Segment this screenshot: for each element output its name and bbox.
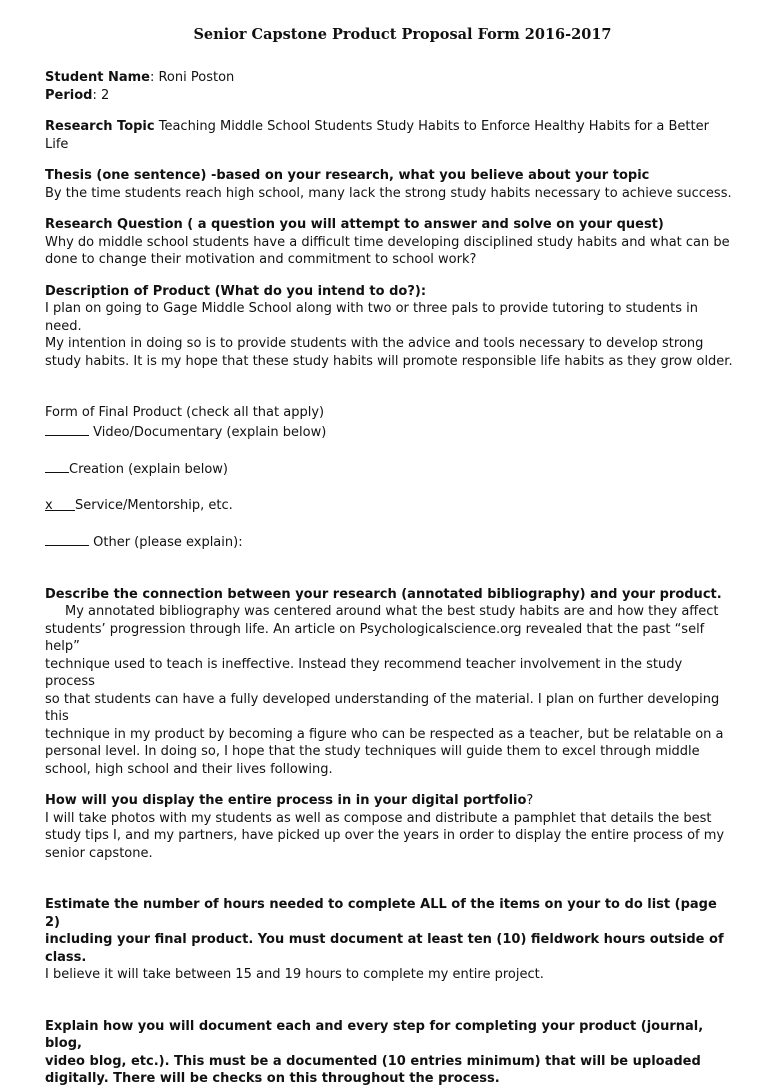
option-service — [45, 497, 735, 515]
connection-label: Describe the connection between your research (annotated bibliography) and your product. — [45, 586, 722, 602]
form-title: Senior Capstone Product Proposal Form 2016-2017 — [193, 26, 612, 43]
research-question-answer-line: done to change their motivation and commitment to school work? — [45, 252, 477, 267]
student-name-label: Student Name — [45, 70, 150, 85]
option-video — [45, 422, 735, 442]
thesis-answer: By the time students reach high school, many lack the strong study habits necessary to achieve success. — [45, 185, 732, 201]
thesis-label: Thesis (one sentence) -based on your research, what you believe about your topic — [45, 168, 650, 183]
option-other — [45, 532, 735, 552]
checkbox-blank-creation[interactable] — [45, 459, 69, 473]
portfolio-label: How will you display the entire process in in your digital portfolio — [45, 793, 527, 808]
portfolio-answer-line: senior capstone. — [45, 845, 153, 861]
hours-label-line: Estimate the number of hours needed to complete ALL of the items on your to do list (page 2) — [45, 897, 717, 930]
description-answer-line: My intention in doing so is to provide students with the advice and tools necessary to develop strong — [45, 336, 704, 351]
hours-label-line: including your final product. You must document at least ten (10) fieldwork hours outside of — [45, 932, 724, 947]
portfolio-answer-line: study tips I, and my partners, have picked up over the years in order to display the entire process of my — [45, 828, 725, 843]
connection-answer-line: My annotated bibliography was centered around what the best study habits are and how they affect — [65, 604, 719, 619]
option-video-label: Video/Documentary (explain below) — [89, 424, 327, 440]
checkbox-blank-video[interactable] — [45, 422, 89, 436]
research-question-answer-line: Why do middle school students have a difficult time developing disciplined study habits and what can be — [45, 234, 730, 250]
checkbox-service-mark: x — [45, 497, 53, 513]
hours-answer: I believe it will take between 15 and 19 hours to complete my entire project. — [45, 967, 544, 982]
hours-label-line: class. — [45, 949, 87, 965]
period-value: : 2 — [92, 87, 110, 103]
checkbox-service[interactable] — [45, 497, 75, 511]
connection-answer-line: technique used to teach is ineffective. Instead they recommend teacher involvement in the study process — [45, 656, 683, 689]
final-product-heading: Form of Final Product (check all that apply) — [45, 405, 325, 420]
research-topic-label: Research Topic — [45, 119, 155, 134]
option-other-label: Other (please explain): — [89, 535, 243, 550]
checkbox-blank-other[interactable] — [45, 532, 89, 546]
option-creation — [45, 459, 735, 479]
description-label: Description of Product (What do you intend to do?): — [45, 283, 427, 299]
connection-answer-line: school, high school and their lives following. — [45, 761, 333, 777]
research-question-label: Research Question ( a question you will attempt to answer and solve on your quest) — [45, 217, 664, 232]
documentation-label-line: digitally. There will be checks on this throughout the process. — [45, 1071, 500, 1086]
portfolio-answer-line: I will take photos with my students as well as compose and distribute a pamphlet that details the best — [45, 810, 712, 826]
period-label: Period — [45, 87, 93, 103]
documentation-label-line: video blog, etc.). This must be a documented (10 entries minimum) that will be uploaded — [45, 1053, 701, 1069]
proposal-form — [45, 24, 735, 1088]
research-topic-row — [45, 118, 735, 153]
portfolio-label-suffix: ? — [526, 793, 534, 808]
period-row — [45, 87, 735, 105]
research-topic-value: Teaching Middle School Students Study Habits to Enforce Healthy Habits for a Better Life — [45, 119, 709, 152]
description-answer-line: study habits. It is my hope that these study habits will promote responsible life habits as they grow older. — [45, 353, 733, 369]
connection-answer-line: technique in my product by becoming a figure who can be respected as a teacher, but be relatable on a — [45, 726, 724, 742]
description-answer-line: I plan on going to Gage Middle School along with two or three pals to provide tutoring to students in need. — [45, 301, 699, 334]
connection-answer-line: students’ progression through life. An article on Psychologicalscience.org revealed that the past “self help” — [45, 621, 705, 654]
option-service-label: Service/Mentorship, etc. — [75, 497, 233, 513]
option-creation-label: Creation (explain below) — [69, 462, 229, 477]
student-name-value: : Roni Poston — [149, 70, 235, 85]
student-name-row — [45, 69, 735, 87]
connection-answer-line: so that students can have a fully developed understanding of the material. I plan on further developing this — [45, 691, 720, 724]
documentation-label-line: Explain how you will document each and every step for completing your product (journal, blog, — [45, 1018, 704, 1051]
portfolio-label-row — [45, 792, 735, 810]
connection-answer-line: personal level. In doing so, I hope that the study techniques will guide them to excel through middle — [45, 744, 700, 759]
